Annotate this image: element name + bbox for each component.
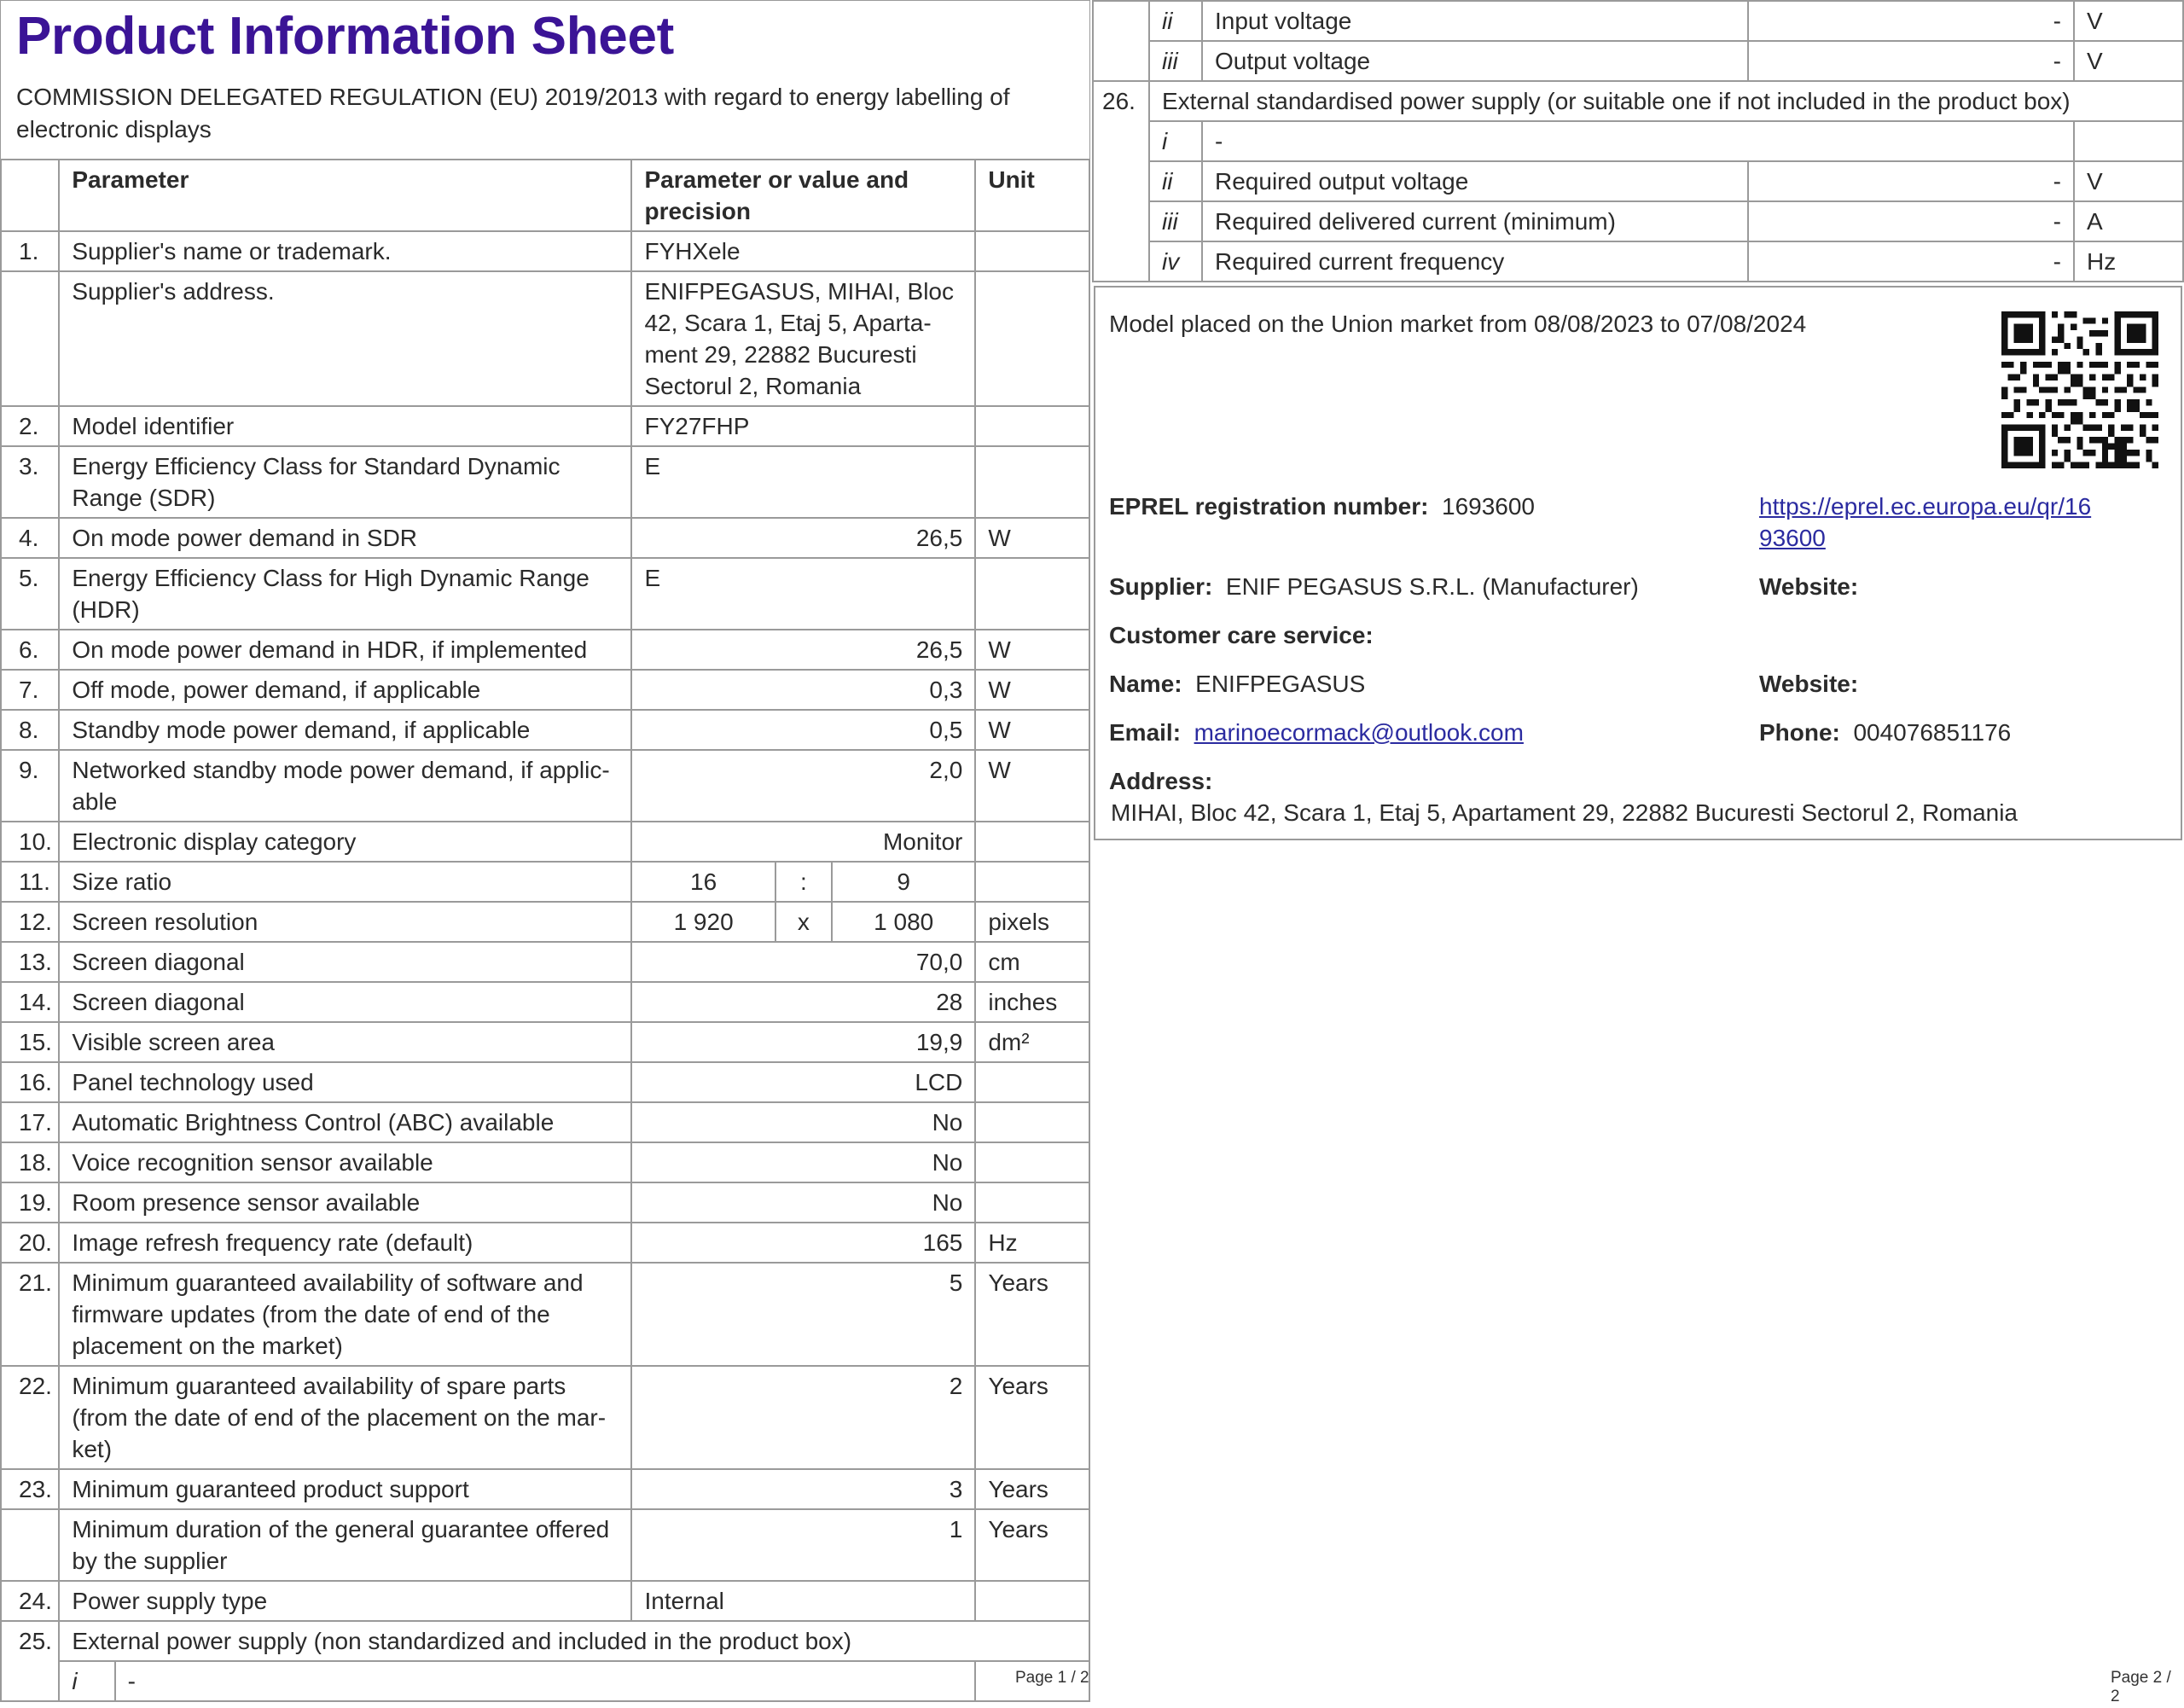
row-value: E [631,558,975,630]
table-row [1093,81,2183,121]
row-value: - [1748,201,2074,241]
header-value: Parameter or value and precision [631,160,975,231]
page-title: Product Information Sheet [16,7,674,66]
row-value: 165 [631,1223,975,1263]
row-parameter: Input voltage [1202,1,1748,41]
row-number: 21. [1,1263,59,1366]
row-parameter: Standby mode power demand, if applicable [59,710,631,750]
row-parameter: Visible screen area [59,1022,631,1062]
row-value: - [1748,241,2074,282]
row-sub-number: ii [1149,161,1202,201]
table-row [1,1223,1089,1263]
care-website-label: Website: [1759,671,1859,697]
table-row [1,406,1089,446]
row-parameter: Energy Efficiency Class for Standard Dynamic Range (SDR) [59,446,631,518]
row-parameter: Minimum guaranteed availability of software and firmware updates (from the date of end of the placement on the market) [59,1263,631,1366]
phone-value: 004076851176 [1853,719,2012,746]
row-value: E [631,446,975,518]
row-number: 16. [1,1062,59,1102]
row-value: No [631,1182,975,1223]
address-label: Address: [1109,768,1213,794]
row-unit [975,1182,1089,1223]
title-box [0,0,1090,159]
row-value: 2 [631,1366,975,1469]
row-number: 24. [1,1581,59,1621]
table-row [1,710,1089,750]
email-link[interactable]: marinoecormack@outlook.com [1194,719,1524,746]
row-number [1093,1,1149,81]
eprel-label: EPREL registration number: [1109,493,1429,520]
supplier-info-box [1094,286,2182,840]
row-parameter: Room presence sensor available [59,1182,631,1223]
row-parameter: - [1202,121,2074,161]
page-number: Page 2 / 2 [2111,1669,2171,1705]
row-value: No [631,1142,975,1182]
row-number: 6. [1,630,59,670]
row-value-separator: x [775,902,832,942]
table-row [1,1022,1089,1062]
phone-label: Phone: [1759,719,1840,746]
table-row [1093,1,2183,41]
table-row [1,1661,1089,1701]
row-parameter: On mode power demand in SDR [59,518,631,558]
row-value: 3 [631,1469,975,1509]
row-parameter: Networked standby mode power demand, if applic-able [59,750,631,822]
row-value: 70,0 [631,942,975,982]
address-value: MIHAI, Bloc 42, Scara 1, Etaj 5, Apartament 29, 22882 Bucuresti Sectorul 2, Romania [1111,799,2018,826]
parameters-table [0,159,1090,1702]
row-unit [975,558,1089,630]
row-parameter: Output voltage [1202,41,1748,81]
table-row [1,1366,1089,1469]
row-unit: pixels [975,902,1089,942]
header-unit: Unit [975,160,1089,231]
row-unit: W [975,630,1089,670]
row-value-a: 16 [631,862,775,902]
table-row [1,1581,1089,1621]
row-parameter: Electronic display category [59,822,631,862]
row-unit: W [975,670,1089,710]
row-sub-number: iv [1149,241,1202,282]
table-row [1093,241,2183,282]
row-number: 10. [1,822,59,862]
row-number: 4. [1,518,59,558]
row-unit: Hz [975,1223,1089,1263]
row-number [1,1509,59,1581]
row-unit: V [2074,41,2183,81]
table-row [1,630,1089,670]
row-unit: W [975,518,1089,558]
row-number: 26. [1093,81,1149,282]
row-value-b: 9 [832,862,975,902]
supplier-value: ENIF PEGASUS S.R.L. (Manufacturer) [1225,573,1639,600]
website-label: Website: [1759,573,1859,600]
row-value: 5 [631,1263,975,1366]
table-row [1,1102,1089,1142]
table-row [1,1469,1089,1509]
row-parameter: Required output voltage [1202,161,1748,201]
row-unit [975,1102,1089,1142]
row-value: - [1748,41,2074,81]
table-row [1,982,1089,1022]
row-unit: V [2074,1,2183,41]
table-row [1,1182,1089,1223]
row-value: 19,9 [631,1022,975,1062]
row-number: 13. [1,942,59,982]
row-unit: Years [975,1366,1089,1469]
row-number: 14. [1,982,59,1022]
row-value: ENIFPEGASUS, MIHAI, Bloc 42, Scara 1, Etaj 5, Aparta-ment 29, 22882 Bucuresti Sectorul 2, Romania [631,271,975,406]
row-number: 17. [1,1102,59,1142]
row-unit: dm² [975,1022,1089,1062]
row-parameter: Power supply type [59,1581,631,1621]
regulation-subtitle: COMMISSION DELEGATED REGULATION (EU) 2019/2013 with regard to energy labelling of electronic displays [16,84,1010,142]
row-parameter: On mode power demand in HDR, if implemented [59,630,631,670]
row-unit [975,231,1089,271]
row-unit: V [2074,161,2183,201]
row-value: 0,3 [631,670,975,710]
header-number [1,160,59,231]
row-value: - [1748,1,2074,41]
table-row [1093,161,2183,201]
row-unit: Years [975,1263,1089,1366]
table-row [1,518,1089,558]
row-number: 22. [1,1366,59,1469]
row-unit: W [975,750,1089,822]
row-number: 23. [1,1469,59,1509]
row-number: 25. [1,1621,59,1701]
table-row [1,271,1089,406]
row-sub-number: iii [1149,41,1202,81]
table-row [1,1142,1089,1182]
row-value: 26,5 [631,630,975,670]
row-parameter: Size ratio [59,862,631,902]
row-unit [2074,121,2183,161]
row-number [1,271,59,406]
row-parameter: Minimum guaranteed availability of spare parts (from the date of end of the placement on the mar-ket) [59,1366,631,1469]
row-parameter: Required delivered current (minimum) [1202,201,1748,241]
row-unit [975,271,1089,406]
table-row [1,902,1089,942]
row-unit [975,1581,1089,1621]
row-number: 2. [1,406,59,446]
row-number: 8. [1,710,59,750]
row-sub-number: i [59,1661,114,1701]
row-unit [975,1142,1089,1182]
row-number: 1. [1,231,59,271]
row-unit: cm [975,942,1089,982]
customer-care-label: Customer care service: [1109,622,1374,648]
name-value: ENIFPEGASUS [1195,671,1366,697]
table-row [1,822,1089,862]
row-parameter: Supplier's address. [59,271,631,406]
row-sub-number: i [1149,121,1202,161]
row-parameter: Minimum duration of the general guarantee offered by the supplier [59,1509,631,1581]
row-unit: Years [975,1469,1089,1509]
row-parameter: Automatic Brightness Control (ABC) available [59,1102,631,1142]
header-parameter: Parameter [59,160,631,231]
table-row [1093,121,2183,161]
page-2 [1092,0,2184,1708]
row-value: FY27FHP [631,406,975,446]
row-parameter: Minimum guaranteed product support [59,1469,631,1509]
table-row [1,670,1089,710]
row-value: 28 [631,982,975,1022]
row-parameter: Required current frequency [1202,241,1748,282]
table-row [1,231,1089,271]
row-value: No [631,1102,975,1142]
row-value: 1 [631,1509,975,1581]
table-row [1,862,1089,902]
table-row [1,1263,1089,1366]
row-sub-number: iii [1149,201,1202,241]
row-number: 19. [1,1182,59,1223]
page-number: Page 1 / 2 [1015,1669,1089,1687]
row-number: 15. [1,1022,59,1062]
row-parameter: Screen diagonal [59,982,631,1022]
row-sub-number: ii [1149,1,1202,41]
row-unit: W [975,710,1089,750]
row-value-a: 1 920 [631,902,775,942]
row-parameter: Model identifier [59,406,631,446]
row-unit [975,862,1089,902]
row-number: 5. [1,558,59,630]
eprel-number: 1693600 [1442,493,1536,520]
row-number: 20. [1,1223,59,1263]
row-value: Internal [631,1581,975,1621]
table-row [1093,41,2183,81]
table-header-row [1,160,1089,231]
row-unit: Years [975,1509,1089,1581]
table-row [1,1509,1089,1581]
table-row [1,942,1089,982]
row-value: LCD [631,1062,975,1102]
email-label: Email: [1109,719,1182,746]
row-parameter: Energy Efficiency Class for High Dynamic Range (HDR) [59,558,631,630]
row-parameter: Off mode, power demand, if applicable [59,670,631,710]
market-placement-text: Model placed on the Union market from 08/08/2023 to 07/08/2024 [1109,311,1807,337]
row-parameter: Image refresh frequency rate (default) [59,1223,631,1263]
row-number: 3. [1,446,59,518]
row-unit: inches [975,982,1089,1022]
row-value: Monitor [631,822,975,862]
row-number: 18. [1,1142,59,1182]
row-parameter: Voice recognition sensor available [59,1142,631,1182]
power-supply-table [1092,0,2184,282]
row-number: 7. [1,670,59,710]
table-row [1,446,1089,518]
row-parameter: Screen resolution [59,902,631,942]
row-value: 26,5 [631,518,975,558]
row-unit: Hz [2074,241,2183,282]
row-value: - [1748,161,2074,201]
row-parameter: Panel technology used [59,1062,631,1102]
eprel-link[interactable]: https://eprel.ec.europa.eu/qr/16 93600 [1759,493,2092,551]
row-unit: A [2074,201,2183,241]
row-parameter: Screen diagonal [59,942,631,982]
row-parameter: Supplier's name or trademark. [59,231,631,271]
table-row [1,1062,1089,1102]
row-parameter: External power supply (non standardized and included in the product box) [59,1621,1089,1661]
row-value-b: 1 080 [832,902,975,942]
row-value-separator: : [775,862,832,902]
row-unit [975,446,1089,518]
row-value: 0,5 [631,710,975,750]
qr-code-icon[interactable] [2001,311,2158,468]
name-label: Name: [1109,671,1182,697]
row-parameter: - [115,1661,976,1701]
row-parameter: External standardised power supply (or suitable one if not included in the product box) [1149,81,2183,121]
row-number: 11. [1,862,59,902]
supplier-label: Supplier: [1109,573,1213,600]
table-row [1,1621,1089,1661]
table-row [1,750,1089,822]
row-number: 9. [1,750,59,822]
row-value: FYHXele [631,231,975,271]
row-value: 2,0 [631,750,975,822]
row-unit [975,822,1089,862]
row-number: 12. [1,902,59,942]
row-unit [975,406,1089,446]
table-row [1,558,1089,630]
row-unit [975,1062,1089,1102]
table-row [1093,201,2183,241]
